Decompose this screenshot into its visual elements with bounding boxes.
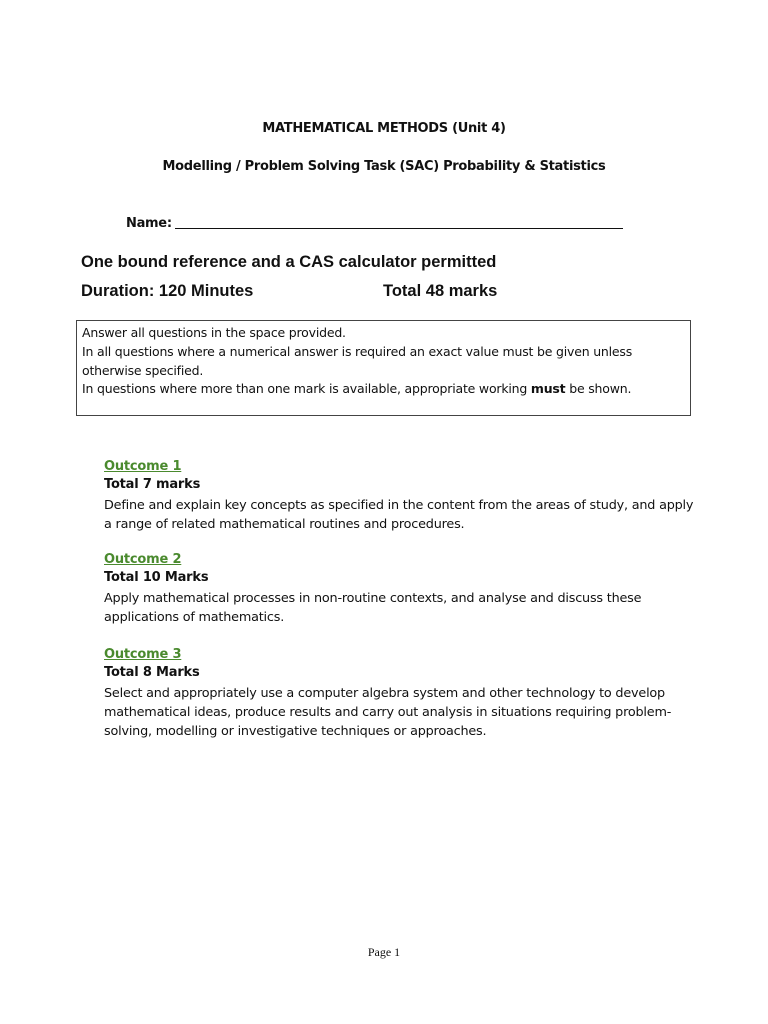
outcome-heading: Outcome 1 xyxy=(104,459,182,474)
document-title: MATHEMATICAL METHODS (Unit 4) xyxy=(262,121,506,136)
instruction-text: be shown. xyxy=(565,381,632,397)
instruction-line: Answer all questions in the space provided. xyxy=(82,325,346,340)
instruction-line: In all questions where a numerical answer is required an exact value must be given unless otherwise specified. xyxy=(82,343,633,378)
duration-text: Duration: 120 Minutes xyxy=(81,282,254,300)
outcome-description: Define and explain key concepts as specified in the content from the areas of study, and apply a range of related mathematical routines and procedures. xyxy=(104,498,694,532)
instruction-text: In questions where more than one mark is available, appropriate working xyxy=(82,381,531,397)
instruction-line xyxy=(82,380,685,399)
outcome-description: Apply mathematical processes in non-routine contexts, and analyse and discuss these applications of mathematics. xyxy=(104,591,642,625)
document-subtitle: Modelling / Problem Solving Task (SAC) Probability & Statistics xyxy=(162,159,606,174)
name-blank-line[interactable] xyxy=(175,228,623,229)
emphasis-must: must xyxy=(530,381,566,397)
name-field[interactable] xyxy=(126,216,623,231)
outcome-marks: Total 10 Marks xyxy=(104,570,209,585)
outcome-heading: Outcome 3 xyxy=(104,647,182,662)
outcome-marks: Total 7 marks xyxy=(104,477,201,492)
outcome-marks: Total 8 Marks xyxy=(104,665,200,680)
instructions-box xyxy=(76,320,691,416)
outcome-description: Select and appropriately use a computer algebra system and other technology to develop mathematical ideas, produce results and carry out analysis in situations requiring problem-solving, modelling or investigative techniques or approaches. xyxy=(104,686,672,739)
outcome-heading: Outcome 2 xyxy=(104,552,182,567)
outcome-section xyxy=(104,645,694,741)
permitted-materials: One bound reference and a CAS calculator permitted xyxy=(81,253,497,271)
page-number: Page 1 xyxy=(367,945,401,959)
total-marks: Total 48 marks xyxy=(383,282,498,300)
outcome-section xyxy=(104,457,694,534)
name-label: Name: xyxy=(126,216,172,231)
outcome-section xyxy=(104,550,694,627)
